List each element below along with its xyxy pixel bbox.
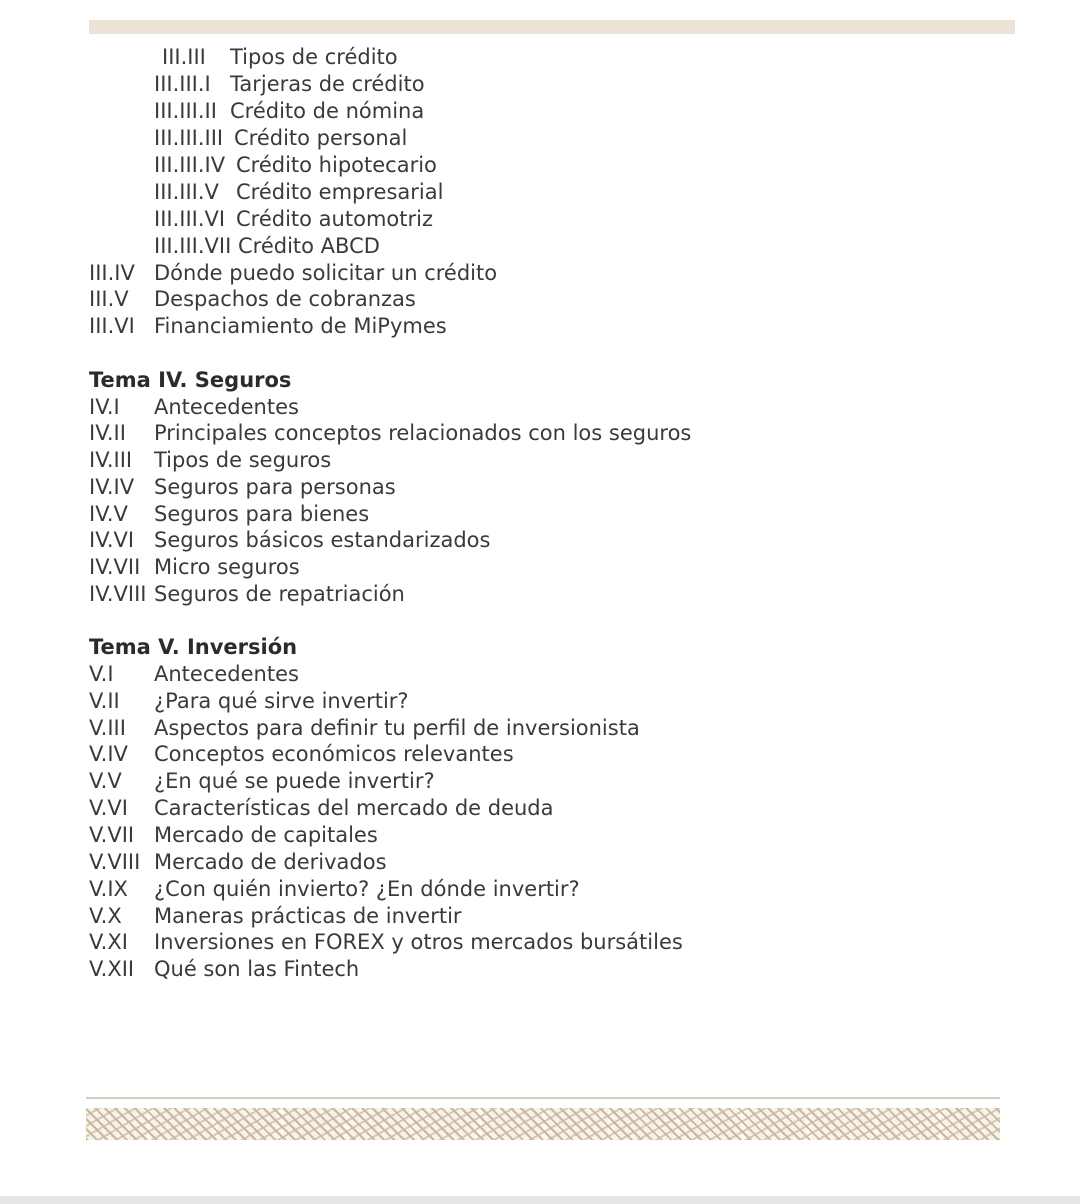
toc-entry-number: IV.III (89, 448, 133, 472)
toc-entry-title: Crédito hipotecario (236, 153, 437, 177)
toc-entry-number: III.III.III (154, 126, 224, 150)
toc-entry-number: III.III.I (154, 72, 211, 96)
toc-entry (154, 179, 554, 206)
toc-entry (89, 849, 789, 876)
toc-entry (89, 501, 789, 528)
toc-entry-number: V.V (89, 769, 122, 793)
toc-entry-title: Financiamiento de MiPymes (154, 314, 447, 338)
toc-entry-number: IV.V (89, 502, 128, 526)
toc-entry-title: Despachos de cobranzas (154, 287, 416, 311)
section-heading: Tema IV. Seguros (89, 368, 292, 392)
toc-entry (89, 286, 689, 313)
toc-entry (154, 125, 554, 152)
toc-entry-number: IV.VI (89, 528, 135, 552)
toc-entry (89, 581, 789, 608)
toc-entry (89, 903, 789, 930)
footer-divider (86, 1097, 1000, 1099)
toc-entry-title: Crédito de nómina (230, 99, 425, 123)
toc-entry-number: V.III (89, 716, 126, 740)
toc-entry-title: Seguros para personas (154, 475, 396, 499)
toc-entry-number: III.III.V (154, 180, 219, 204)
toc-entry (89, 876, 789, 903)
toc-entry-title: Maneras prácticas de invertir (154, 904, 462, 928)
section-heading: Tema V. Inversión (89, 635, 298, 659)
toc-entry (154, 233, 554, 260)
toc-entry (154, 98, 554, 125)
toc-entry (89, 447, 789, 474)
toc-entry-number: IV.VII (89, 555, 141, 579)
toc-entry-title: Crédito automotriz (236, 207, 433, 231)
toc-entry (89, 554, 789, 581)
toc-entry-title: Aspectos para definir tu perfil de inversionista (154, 716, 640, 740)
decorative-pattern-band (86, 1108, 1000, 1140)
toc-entry-title: Crédito ABCD (238, 234, 380, 258)
toc-entry-number: V.I (89, 662, 114, 686)
toc-entry-title: Tarjeras de crédito (230, 72, 425, 96)
toc-entry-number: III.III.VII (154, 234, 232, 258)
toc-entry-number: III.V (89, 287, 129, 311)
toc-entry-title: ¿Con quién invierto? ¿En dónde invertir? (154, 877, 580, 901)
toc-entry-title: Mercado de derivados (154, 850, 387, 874)
toc-entry-title: Antecedentes (154, 395, 299, 419)
toc-entry-number: V.IV (89, 742, 128, 766)
toc-entry-title: Conceptos económicos relevantes (154, 742, 514, 766)
toc-entry-number: V.VII (89, 823, 135, 847)
toc-entry-title: Antecedentes (154, 662, 299, 686)
toc-entry (89, 474, 789, 501)
header-decorative-band (89, 20, 1015, 34)
toc-entry-title: Crédito personal (234, 126, 408, 150)
toc-entry-number: III.VI (89, 314, 135, 338)
toc-entry-title: Crédito empresarial (236, 180, 444, 204)
toc-entry (154, 206, 554, 233)
page-bottom-edge (0, 1196, 1080, 1204)
toc-entry-title: Seguros básicos estandarizados (154, 528, 491, 552)
toc-entry (89, 768, 789, 795)
toc-entry (89, 260, 689, 287)
toc-entry (89, 313, 689, 340)
toc-entry-title: Seguros para bienes (154, 502, 370, 526)
toc-entry (89, 795, 789, 822)
toc-entry (89, 929, 789, 956)
toc-entry-number: V.XI (89, 930, 128, 954)
toc-entry-title: Dónde puedo solicitar un crédito (154, 261, 498, 285)
toc-entry-title: Características del mercado de deuda (154, 796, 554, 820)
toc-entry-number: V.X (89, 904, 122, 928)
toc-entry-number: V.XII (89, 957, 135, 981)
toc-entry-title: ¿En qué se puede invertir? (154, 769, 435, 793)
toc-entry-number: V.VI (89, 796, 128, 820)
toc-entry (89, 527, 789, 554)
toc-entry-number: IV.VIII (89, 582, 147, 606)
toc-entry (154, 71, 554, 98)
toc-entry-number: III.III.IV (154, 153, 226, 177)
toc-entry-number: III.IV (89, 261, 135, 285)
toc-entry (89, 688, 789, 715)
toc-entry-number: III.III (162, 45, 206, 69)
toc-entry-number: IV.IV (89, 475, 135, 499)
toc-entry-title: Seguros de repatriación (154, 582, 405, 606)
toc-entry-number: IV.II (89, 421, 126, 445)
toc-entry-title: Tipos de seguros (154, 448, 332, 472)
toc-entry-title: Principales conceptos relacionados con los seguros (154, 421, 692, 445)
toc-entry-number: III.III.VI (154, 207, 226, 231)
toc-entry-number: V.IX (89, 877, 128, 901)
toc-entry (89, 715, 789, 742)
toc-entry-title: ¿Para qué sirve invertir? (154, 689, 409, 713)
toc-entry-number: V.VIII (89, 850, 141, 874)
toc-entry-title: Tipos de crédito (230, 45, 398, 69)
toc-entry (89, 394, 789, 421)
toc-entry (89, 420, 789, 447)
toc-entry (89, 741, 789, 768)
toc-entry-number: V.II (89, 689, 120, 713)
toc-entry (89, 822, 789, 849)
toc-entry-title: Mercado de capitales (154, 823, 378, 847)
toc-entry-number: IV.I (89, 395, 120, 419)
toc-entry-title: Qué son las Fintech (154, 957, 360, 981)
toc-entry (154, 152, 554, 179)
toc-entry (162, 44, 562, 71)
toc-entry (89, 661, 789, 688)
toc-entry-title: Micro seguros (154, 555, 300, 579)
toc-entry-number: III.III.II (154, 99, 217, 123)
toc-entry-title: Inversiones en FOREX y otros mercados bursátiles (154, 930, 683, 954)
toc-entry (89, 956, 789, 983)
